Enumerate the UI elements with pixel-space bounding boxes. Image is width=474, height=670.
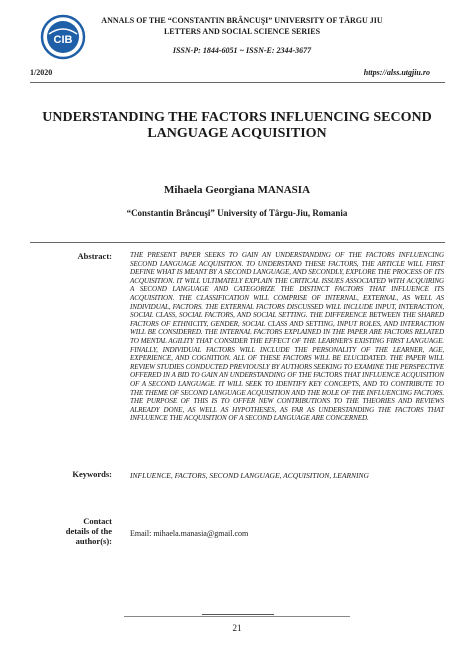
paper-title	[40, 110, 434, 142]
title-line-2: LANGUAGE ACQUISITION	[147, 126, 327, 141]
contact-label: Contact details of the author(s):	[65, 516, 112, 546]
journal-series: LETTERS AND SOCIAL SCIENCE SERIES	[163, 27, 321, 36]
contact-email[interactable]: Email: mihaela.manasia@gmail.com	[130, 529, 249, 538]
abstract-top-divider	[30, 242, 445, 243]
journal-logo	[40, 14, 86, 60]
issn: ISSN-P: 1844-6051 ~ ISSN-E: 2344-3677	[172, 46, 312, 55]
abstract-text: THE PRESENT PAPER SEEKS TO GAIN AN UNDERSTANDING OF THE FACTORS INFLUENCING SECOND LANGUAGE ACQUISITION. TO UNDERSTAND THESE FACTORS, THE ARTICLE WILL FIRST DEFINE WHAT IS MEANT BY A SECOND LANGUAGE, AND SECONDLY, EXPLORE THE PROCESS OF ITS ACQUISITION. IT WILL ULTIMATELY EXPLAIN THE CRITICAL ISSUES ASSOCIATED WITH ACQUIRING A SECOND LANGUAGE AND CATEGORIZE THE DISTINCT FACTORS THAT INFLUENCE ITS ACQUISITION. THE CLASSIFICATION WILL COMPRISE OF INTERNAL, EXTERNAL, AS WELL AS INDIVIDUAL, FACTORS. THE EXTERNAL FACTORS DISCUSSED WILL INCLUDE INPUT, INTERACTION, SOCIAL CLASS, SOCIAL FACTORS, AND SOCIAL SETTING. THE DIFFERENCE BETWEEN THE SHARED FACTORS OF ETHNICITY, GENDER, SOCIAL CLASS AND SETTING, INPUT ROLES, AND INTERACTION WILL BE CONSIDERED. THE INTERNAL FACTORS EXPLAINED IN THE PAPER ARE FACTORS RELATED TO MENTAL AGILITY THAT CONSIDER THE EFFECT OF THE LEARNER'S EXISTING FIRST LANGUAGE. FINALLY, INDIVIDUAL FACTORS WILL INCLUDE THE PERSONALITY OF THE LEARNER, AGE, EXPERIENCE, AND COGNITION. ALL OF THESE FACTORS WILL BE ELUCIDATED. THE PAPER WILL REVIEW STUDIES CONDUCTED PREVIOUSLY BY AUTHORS SEEKING TO EXAMINE THE PERSPECTIVE OFFERED IN A BID TO GAIN AN UNDERSTANDING OF THE FACTORS THAT INFLUENCE ACQUISITION OF A SECOND LANGUAGE. IT WILL SEEK TO IDENTIFY KEY CONCEPTS, AND TO CONTRIBUTE TO THE THEME OF SECOND LANGUAGE ACQUISITION AND THE ROLE OF THE INFLUENCING FACTORS. THE PURPOSE OF THIS IS TO OFFER NEW CONTRIBUTIONS TO THE THEORIES AND REVIEWS ALREADY DONE, AS WELL AS HYPOTHESES, AS FAR AS UNDERSTANDING THE FACTORS THAT INFLUENCE THE ACQUISITION OF A SECOND LANGUAGE ARE CONCERNED.	[130, 251, 444, 423]
page-number: 21	[232, 623, 242, 633]
author-name: Mihaela Georgiana MANASIA	[163, 184, 311, 196]
header-divider	[30, 82, 445, 83]
author-affiliation: “Constantin Brâncuşi” University of Târgu-Jiu, Romania	[126, 208, 348, 218]
footer-rule	[124, 616, 350, 617]
abstract-label: Abstract:	[77, 251, 112, 261]
issue-number: 1/2020	[30, 68, 53, 77]
journal-url[interactable]: https://alss.utgjiu.ro	[363, 68, 430, 77]
title-line-1: UNDERSTANDING THE FACTORS INFLUENCING SECOND	[42, 110, 432, 125]
logo-text: CIB	[53, 34, 73, 46]
keywords-text: INFLUENCE, FACTORS, SECOND LANGUAGE, ACQUISITION, LEARNING	[130, 471, 369, 480]
journal-name: ANNALS OF THE “CONSTANTIN BRÂNCUŞI” UNIVERSITY OF TÂRGU JIU	[101, 16, 383, 25]
keywords-label: Keywords:	[72, 469, 112, 479]
footer-short-rule	[202, 614, 274, 615]
